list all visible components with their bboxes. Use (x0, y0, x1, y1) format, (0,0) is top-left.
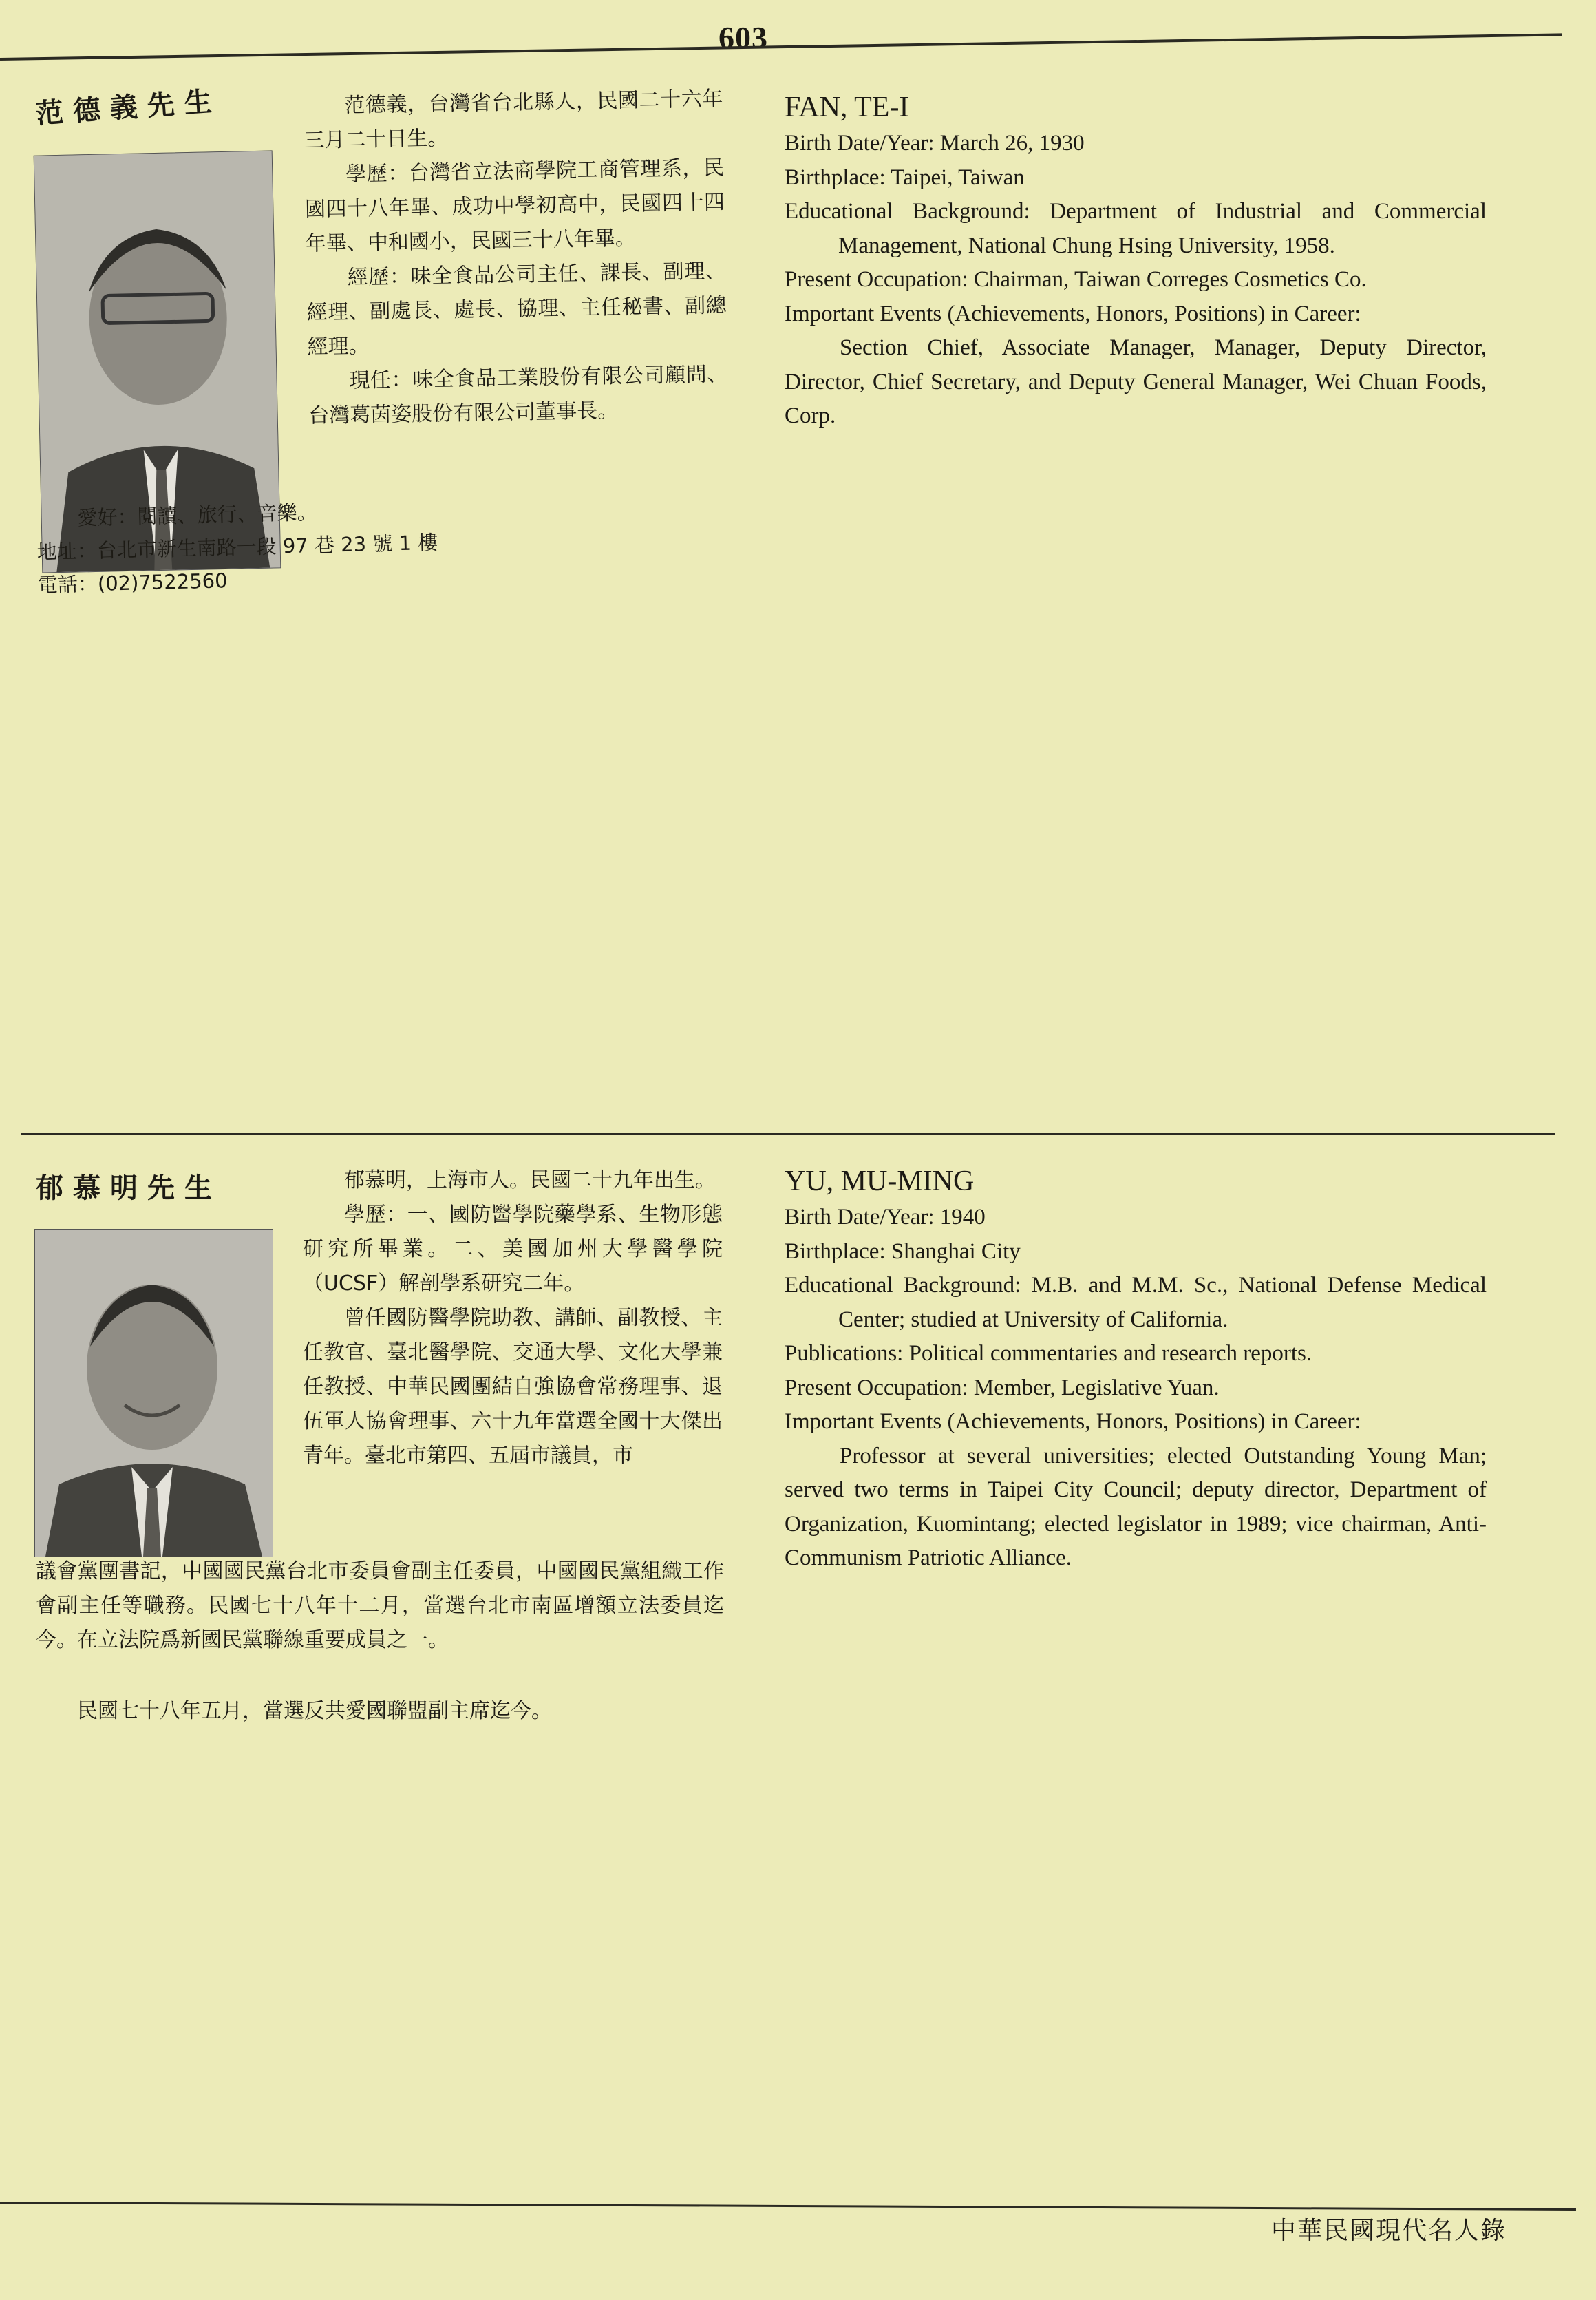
bio-paragraph: 學歷：一、國防醫學院藥學系、生物形態研究所畢業。二、美國加州大學醫學院（UCSF）解剖學系研究二年。 (303, 1203, 723, 1296)
english-biography (785, 1163, 1487, 1576)
birthplace: Birthplace: Shanghai City (785, 1238, 1021, 1264)
bio-paragraph: 經歷：味全食品公司主任、課長、副理、經理、副處長、處長、協理、主任秘書、副總經理。 (306, 259, 727, 359)
education: Educational Background: Department of Industrial and Commercial Management, National Chung Hsing University, 1958. (785, 199, 1487, 258)
chinese-name: 郁慕明先生 (36, 1172, 222, 1204)
portrait-photo (34, 1229, 273, 1557)
book-title-footer: 中華民國現代名人錄 (1270, 2217, 1507, 2245)
chinese-biography (303, 1163, 723, 1473)
bio-paragraph: 議會黨團書記，中國國民黨台北市委員會副主任委員，中國國民黨組織工作會副主任等職務。民國七十八年十二月，當選台北市南區增額立法委員迄今。在立法院爲新國民黨聯線重要成員之一。 (36, 1559, 724, 1652)
occupation: Present Occupation: Member, Legislative Yuan. (785, 1375, 1220, 1400)
bio-paragraph: 學歷：台灣省立法商學院工商管理系，民國四十八年畢、成功中學初高中，民國四十四年畢、中和國小，民國三十八年畢。 (304, 156, 725, 256)
english-name: FAN, TE-I (785, 92, 909, 123)
bio-final-line: 民國七十八年五月，當選反共愛國聯盟副主席迄今。 (77, 1699, 552, 1723)
english-name: YU, MU-MING (785, 1165, 975, 1197)
bio-paragraph: 郁慕明，上海市人。民國二十九年出生。 (344, 1168, 716, 1192)
education: Educational Background: M.B. and M.M. Sc., National Defense Medical Center; studied at University of California. (785, 1273, 1487, 1332)
bottom-rule (0, 2202, 1576, 2211)
birth-date: Birth Date/Year: 1940 (785, 1205, 986, 1230)
english-biography (785, 89, 1487, 434)
entry-fan-te-i (0, 76, 1596, 1108)
career-label: Important Events (Achievements, Honors, Positions) in Career: (785, 301, 1361, 326)
bio-paragraph: 范德義，台灣省台北縣人，民國二十六年三月二十日生。 (303, 87, 723, 153)
hobby: 愛好：閱讀、旅行、音樂。 (77, 500, 317, 530)
publications: Publications: Political commentaries and research reports. (785, 1341, 1312, 1366)
career-body: Professor at several universities; elected Outstanding Young Man; served two terms in Taipei City Council; deputy director, Department of Organization, Kuomintang; elected legislator in 1989; vice chairman, Anti-Communism Patriotic Alliance. (785, 1443, 1487, 1570)
chinese-name: 范德義先生 (34, 85, 223, 130)
section-divider (21, 1133, 1555, 1135)
address: 地址：台北市新生南路一段 97 巷 23 號 1 樓 (36, 530, 438, 564)
occupation: Present Occupation: Chairman, Taiwan Correges Cosmetics Co. (785, 267, 1367, 292)
birthplace: Birthplace: Taipei, Taiwan (785, 165, 1025, 190)
chinese-biography (303, 82, 729, 434)
career-label: Important Events (Achievements, Honors, Positions) in Career: (785, 1409, 1361, 1434)
phone: 電話：(02)7522560 (37, 569, 228, 597)
chinese-biography-continued (36, 1554, 724, 1658)
career-body: Section Chief, Associate Manager, Manager, Deputy Director, Director, Chief Secretary, and Deputy General Manager, Wei Chuan Foods, Corp. (785, 335, 1487, 428)
page-number: 603 (719, 20, 768, 55)
entry-yu-mu-ming (0, 1150, 1596, 2148)
bio-paragraph: 曾任國防醫學院助教、講師、副教授、主任教官、臺北醫學院、交通大學、文化大學兼任教授、中華民國團結自強協會常務理事、退伍軍人協會理事、六十九年當選全國十大傑出青年。臺北市第四、五屆市議員，市 (303, 1306, 723, 1468)
birth-date: Birth Date/Year: March 26, 1930 (785, 131, 1085, 156)
bio-paragraph: 現任：味全食品工業股份有限公司顧問、台灣葛茵姿股份有限公司董事長。 (308, 362, 728, 428)
contact-info (36, 493, 439, 602)
portrait-image (35, 1230, 273, 1557)
